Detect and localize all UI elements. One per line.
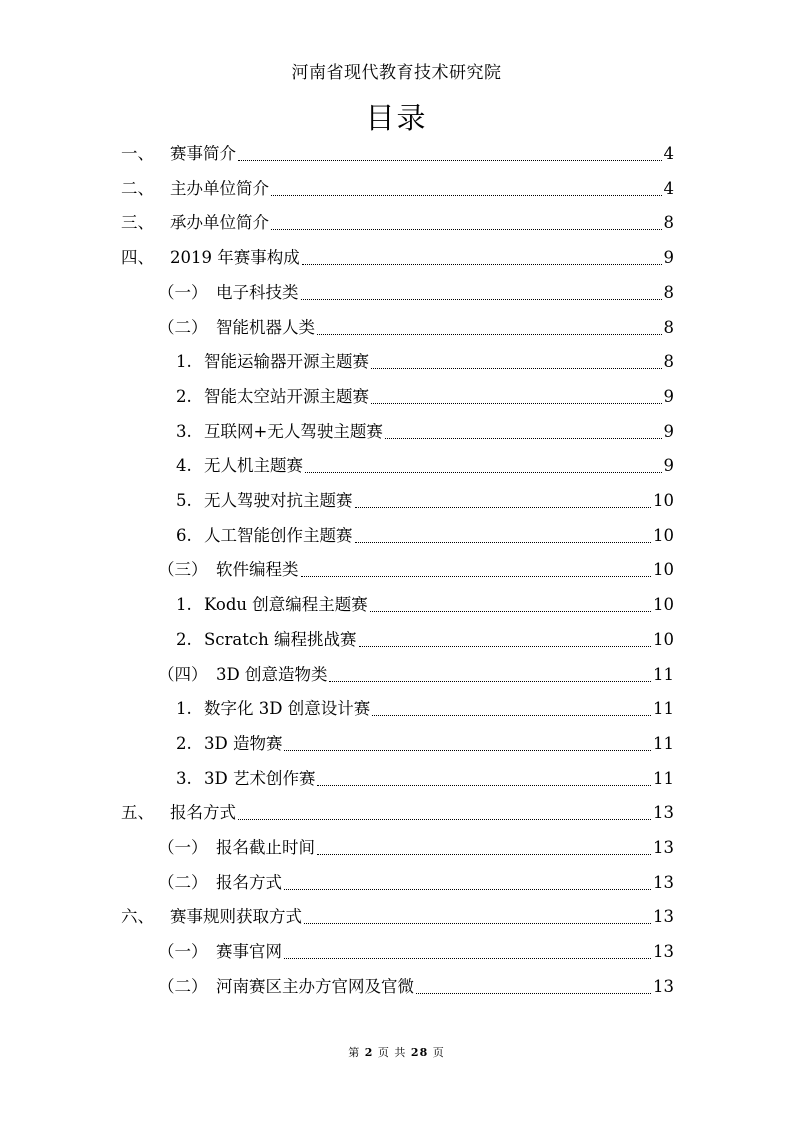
toc-entry-number: （三） (158, 560, 208, 580)
toc-leader-dots (370, 610, 651, 612)
toc-entry-page: 13 (653, 942, 674, 962)
footer-suffix: 页 (432, 1046, 445, 1059)
toc-entry-page: 10 (653, 560, 674, 580)
toc-leader-dots (271, 228, 662, 230)
toc-leader-dots (284, 749, 651, 751)
toc-entry-title: 电子科技类 (216, 282, 299, 302)
toc-entry-number: （二） (158, 976, 208, 996)
toc-entry[interactable] (121, 247, 674, 269)
toc-entry-title: 软件编程类 (216, 560, 299, 580)
toc-entry-number: 二、 (121, 178, 154, 198)
toc-entry[interactable] (176, 490, 674, 512)
toc-entry-number: 六、 (121, 907, 154, 927)
toc-entry-page: 13 (653, 803, 674, 823)
toc-entry-number: 6. (176, 525, 192, 545)
toc-entry-title: 主办单位简介 (170, 178, 269, 198)
toc-leader-dots (355, 541, 652, 543)
toc-leader-dots (359, 645, 651, 647)
toc-leader-dots (284, 957, 651, 959)
toc-entry-page: 11 (653, 699, 674, 719)
toc-entry[interactable] (176, 421, 674, 443)
toc-entry-page: 9 (663, 386, 674, 406)
toc-entry-number: （二） (158, 872, 208, 892)
toc-entry-number: （一） (158, 282, 208, 302)
toc-entry-number: 一、 (121, 144, 154, 163)
toc-entry-number: 三、 (121, 213, 154, 233)
toc-entry-page: 13 (653, 976, 674, 996)
toc-entry-page: 9 (663, 421, 674, 441)
toc-leader-dots (238, 818, 651, 820)
toc-leader-dots (372, 714, 651, 716)
toc-entry-page: 13 (653, 907, 674, 927)
toc-entry-title: 3D 创意造物类 (216, 664, 328, 684)
toc-entry-number: 1. (176, 352, 192, 372)
toc-entry-page: 9 (663, 248, 674, 268)
toc-entry-title: 人工智能创作主题赛 (204, 525, 353, 545)
toc-entry-page: 10 (653, 491, 674, 510)
toc-entry[interactable] (158, 976, 674, 998)
toc-entry-title: 智能机器人类 (216, 317, 315, 337)
toc-entry[interactable] (158, 317, 674, 339)
toc-leader-dots (355, 506, 652, 508)
toc-entry[interactable] (158, 282, 674, 304)
toc-entry-number: 2. (176, 733, 192, 753)
toc-entry-number: 2. (176, 629, 192, 649)
toc-entry[interactable] (176, 629, 674, 651)
toc-entry-page: 11 (653, 733, 674, 753)
toc-leader-dots (329, 680, 651, 682)
toc-entry-title: 数字化 3D 创意设计赛 (204, 699, 371, 719)
toc-leader-dots (371, 367, 662, 369)
toc-entry[interactable] (121, 178, 674, 200)
page-title: 目录 (365, 101, 428, 135)
footer-mid: 页 共 (377, 1046, 407, 1059)
toc-entry-page: 8 (663, 352, 674, 372)
toc-entry-title: 3D 造物赛 (204, 733, 283, 753)
toc-entry-title: 2019 年赛事构成 (170, 248, 300, 268)
toc-entry-number: 1. (176, 699, 192, 719)
toc-entry-number: 3. (176, 768, 192, 788)
toc-entry-title: 报名方式 (216, 872, 282, 892)
toc-entry-page: 9 (663, 456, 674, 476)
toc-entry-title: 无人机主题赛 (204, 456, 303, 476)
toc-entry-title: 智能太空站开源主题赛 (204, 386, 369, 406)
toc-entry-number: 2. (176, 386, 192, 406)
toc-leader-dots (416, 992, 651, 994)
toc-entry-page: 13 (653, 872, 674, 892)
toc-entry-title: 智能运输器开源主题赛 (204, 352, 369, 372)
toc-entry[interactable] (121, 143, 674, 165)
toc-leader-dots (302, 263, 662, 265)
toc-leader-dots (284, 888, 651, 890)
toc-entry-title: 无人驾驶对抗主题赛 (204, 491, 353, 510)
toc-leader-dots (317, 853, 651, 855)
toc-entry-number: 五、 (121, 803, 154, 823)
toc-entry-page: 10 (653, 629, 674, 649)
toc-entry-page: 8 (663, 282, 674, 302)
toc-entry[interactable] (158, 872, 674, 894)
toc-entry[interactable] (121, 802, 674, 824)
toc-leader-dots (385, 437, 662, 439)
toc-entry-page: 11 (653, 768, 674, 788)
toc-entry[interactable] (176, 733, 674, 755)
footer-prefix: 第 (348, 1046, 361, 1059)
toc-entry-number: 1. (176, 595, 192, 615)
toc-entry-number: （一） (158, 942, 208, 962)
toc-entry-title: 报名方式 (170, 803, 236, 823)
toc-entry[interactable] (158, 837, 674, 859)
toc-entry[interactable] (158, 559, 674, 581)
document-header: 河南省现代教育技术研究院 (291, 63, 502, 83)
toc-entry-title: Kodu 创意编程主题赛 (204, 595, 368, 615)
toc-entry-number: （二） (158, 317, 208, 337)
toc-leader-dots (304, 922, 651, 924)
toc-leader-dots (301, 298, 662, 300)
toc-entry-title: 赛事规则获取方式 (170, 907, 302, 927)
footer-current-page: 2 (364, 1046, 374, 1059)
toc-entry-page: 10 (653, 595, 674, 615)
toc-entry[interactable] (121, 906, 674, 928)
toc-entry-page: 11 (653, 664, 674, 684)
toc-entry[interactable] (176, 455, 674, 477)
toc-entry[interactable] (158, 941, 674, 963)
toc-entry-number: 4. (176, 456, 192, 476)
toc-entry[interactable] (176, 594, 674, 616)
toc-entry[interactable] (176, 768, 674, 790)
toc-leader-dots (301, 575, 652, 577)
toc-entry[interactable] (176, 525, 674, 547)
toc-entry-page: 8 (663, 317, 674, 337)
toc-entry[interactable] (176, 698, 674, 720)
toc-leader-dots (371, 402, 662, 404)
toc-leader-dots (238, 159, 662, 161)
toc-entry-title: 赛事简介 (170, 144, 236, 163)
toc-entry[interactable] (121, 212, 674, 234)
toc-entry-page: 4 (663, 144, 674, 163)
toc-entry-number: 四、 (121, 248, 154, 268)
toc-leader-dots (271, 194, 662, 196)
toc-entry-page: 8 (663, 213, 674, 233)
toc-leader-dots (317, 784, 651, 786)
toc-entry-title: Scratch 编程挑战赛 (204, 629, 357, 649)
page-footer (0, 1044, 793, 1060)
toc-entry-page: 10 (653, 525, 674, 545)
toc-entry-title: 赛事官网 (216, 942, 282, 962)
toc-entry-page: 13 (653, 838, 674, 857)
toc-leader-dots (317, 333, 662, 335)
toc-entry-number: 5. (176, 491, 192, 510)
toc-entry-title: 互联网+无人驾驶主题赛 (204, 421, 383, 441)
toc-entry-number: （一） (158, 838, 208, 857)
toc-entry[interactable] (176, 386, 674, 408)
toc-entry-number: （四） (158, 664, 208, 684)
toc-entry-title: 3D 艺术创作赛 (204, 768, 316, 788)
toc-entry-page: 4 (663, 178, 674, 198)
toc-entry-title: 报名截止时间 (216, 838, 315, 857)
toc-entry-number: 3. (176, 421, 192, 441)
toc-entry-title: 河南赛区主办方官网及官微 (216, 976, 414, 996)
toc-entry[interactable] (158, 664, 674, 686)
toc-entry[interactable] (176, 351, 674, 373)
toc-entry-title: 承办单位简介 (170, 213, 269, 233)
toc-leader-dots (305, 471, 662, 473)
footer-total-pages: 28 (410, 1046, 429, 1059)
